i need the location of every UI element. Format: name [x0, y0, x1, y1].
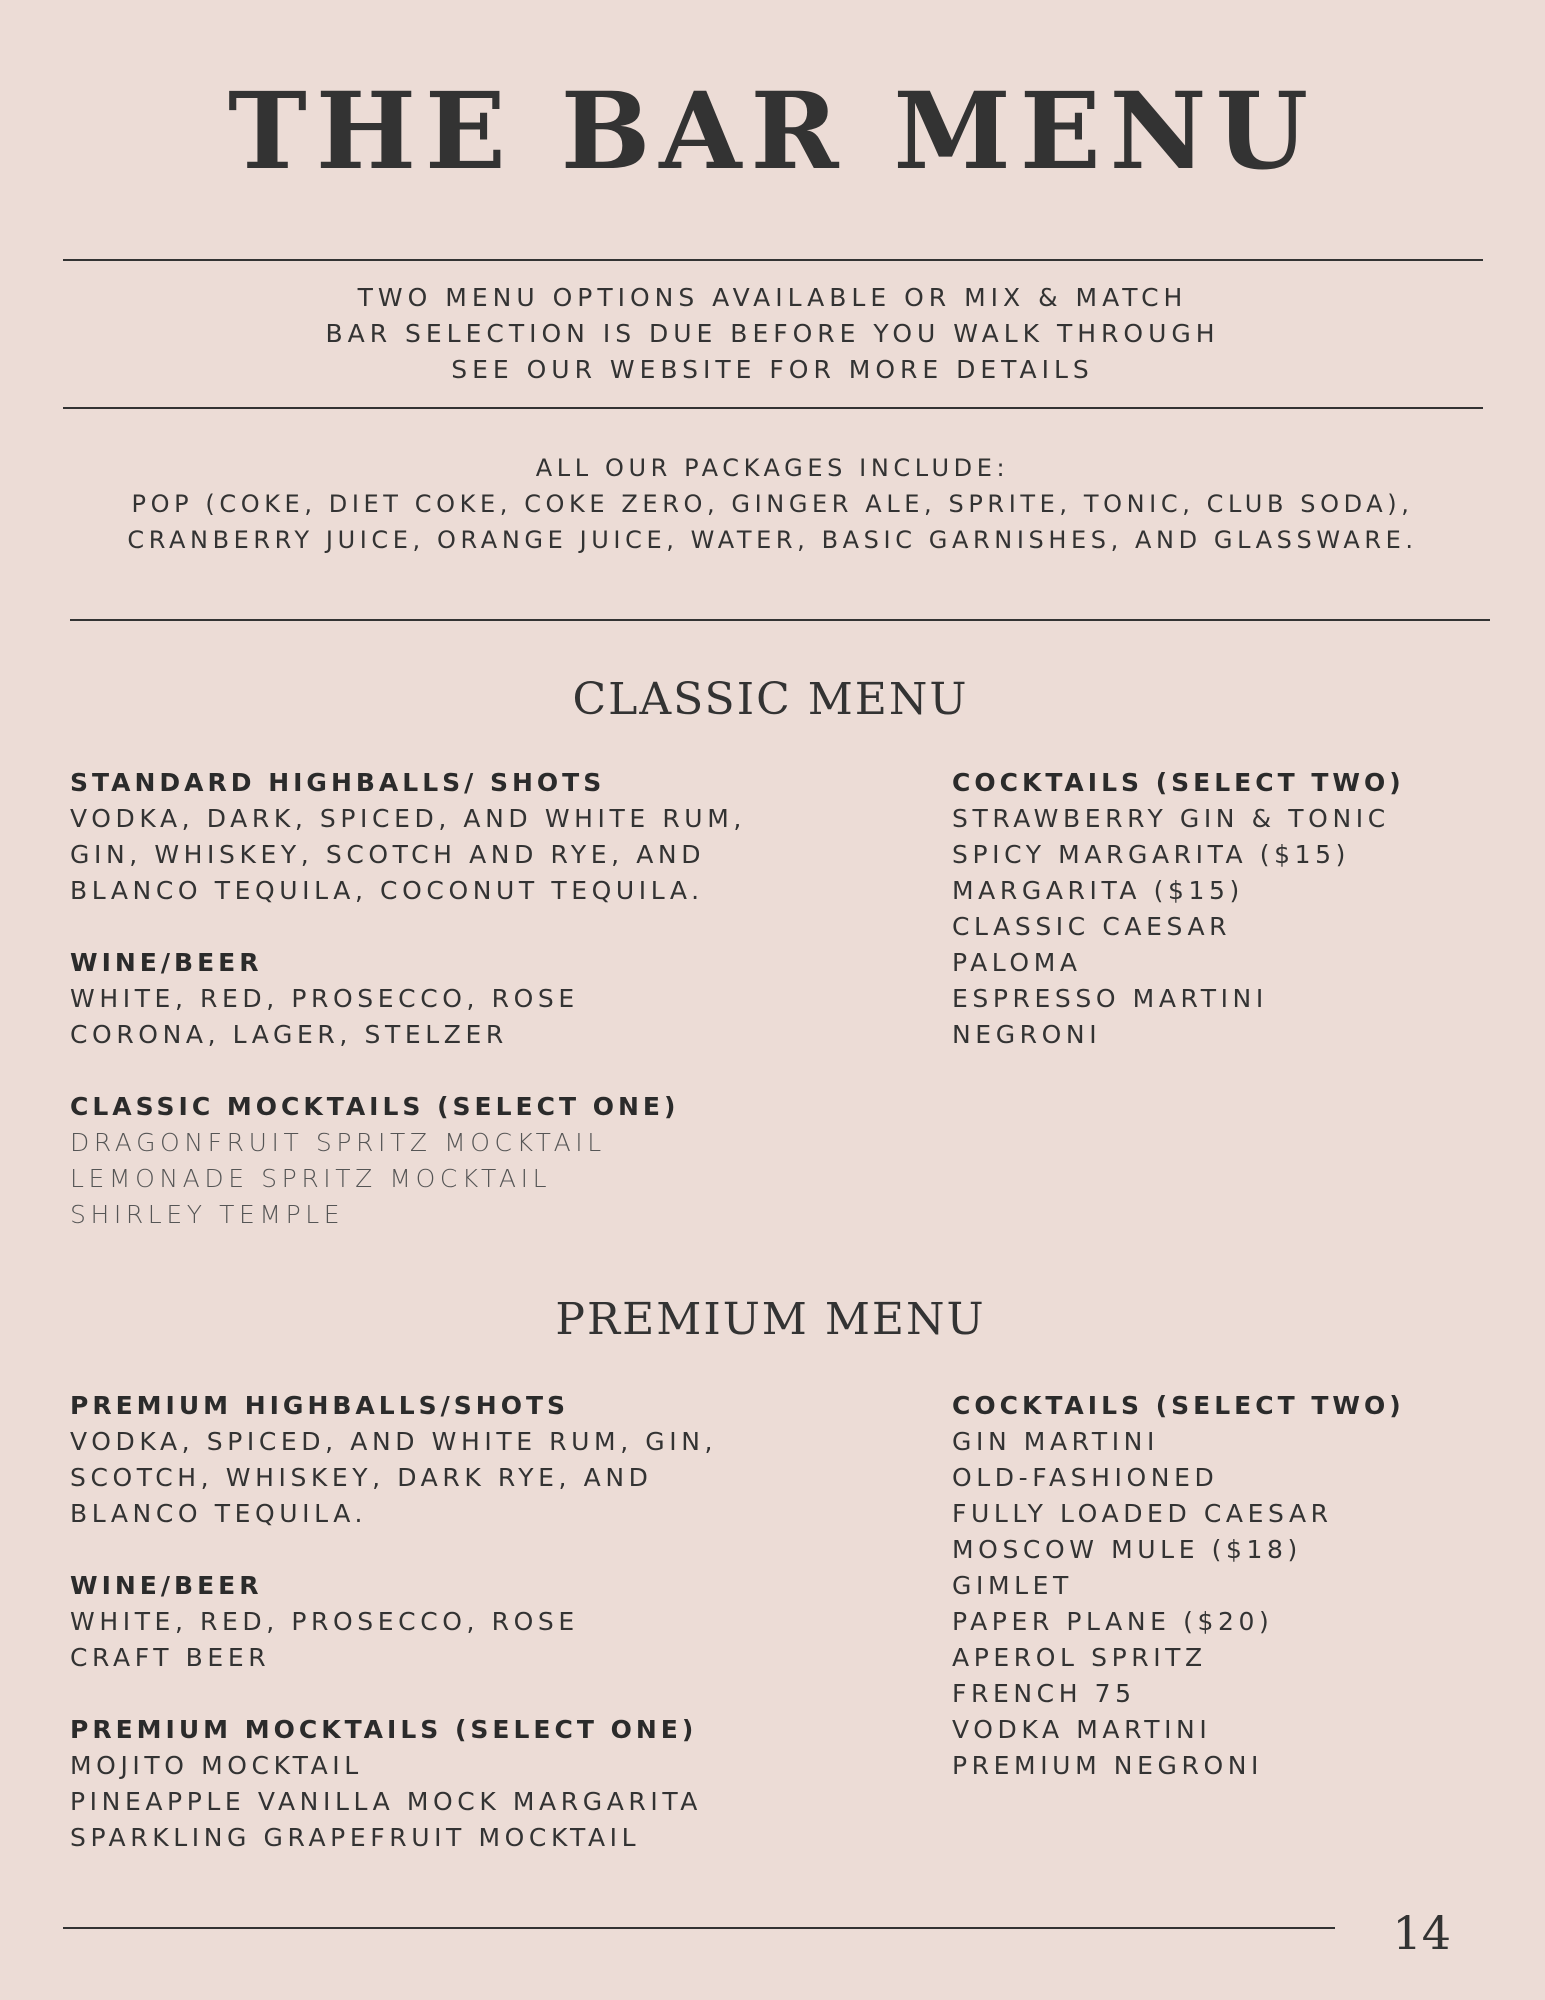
premium-menu-title: PREMIUM MENU	[555, 1294, 986, 1345]
classic-menu-title: CLASSIC MENU	[572, 674, 969, 725]
list-item: BLANCO TEQUILA, COCONUT TEQUILA.	[70, 876, 704, 905]
list-item: PALOMA	[952, 948, 1082, 977]
list-item: LEMONADE SPRITZ MOCKTAIL	[70, 1164, 552, 1193]
list-item: SHIRLEY TEMPLE	[70, 1200, 345, 1229]
list-item: PAPER PLANE ($20)	[952, 1607, 1274, 1636]
list-item: MOJITO MOCKTAIL	[70, 1751, 363, 1780]
divider-info	[63, 407, 1483, 409]
list-item: STRAWBERRY GIN & TONIC	[952, 804, 1390, 833]
info-line: SEE OUR WEBSITE FOR MORE DETAILS	[451, 355, 1094, 384]
classic-left-column	[70, 765, 746, 1269]
list-item: GIMLET	[952, 1571, 1073, 1600]
list-item: SPARKLING GRAPEFRUIT MOCKTAIL	[70, 1823, 641, 1852]
packages-heading: ALL OUR PACKAGES INCLUDE:	[535, 454, 1010, 482]
classic-cocktails-group	[952, 765, 1405, 1053]
premium-mocktails-group	[70, 1712, 717, 1856]
list-item: MOSCOW MULE ($18)	[952, 1535, 1302, 1564]
list-item: BLANCO TEQUILA.	[70, 1499, 368, 1528]
list-item: FRENCH 75	[952, 1679, 1136, 1708]
list-item: MARGARITA ($15)	[952, 876, 1244, 905]
packages-line: POP (COKE, DIET COKE, COKE ZERO, GINGER ALE, SPRITE, TONIC, CLUB SODA),	[131, 490, 1414, 518]
classic-wine-beer-group	[70, 945, 746, 1053]
list-item: VODKA MARTINI	[952, 1715, 1212, 1744]
list-item: WHITE, RED, PROSECCO, ROSE	[70, 984, 579, 1013]
premium-wine-beer-group	[70, 1568, 717, 1676]
group-heading: COCKTAILS (SELECT TWO)	[952, 768, 1405, 797]
list-item: GIN, WHISKEY, SCOTCH AND RYE, AND	[70, 840, 706, 869]
classic-mocktails-group	[70, 1089, 746, 1233]
divider-packages	[70, 619, 1490, 621]
list-item: FULLY LOADED CAESAR	[952, 1499, 1333, 1528]
list-item: APEROL SPRITZ	[952, 1643, 1207, 1672]
list-item: VODKA, SPICED, AND WHITE RUM, GIN,	[70, 1427, 718, 1456]
list-item: CRAFT BEER	[70, 1643, 271, 1672]
divider-footer	[63, 1927, 1335, 1929]
list-item: PINEAPPLE VANILLA MOCK MARGARITA	[70, 1787, 702, 1816]
group-heading: PREMIUM MOCKTAILS (SELECT ONE)	[70, 1715, 698, 1744]
menu-options-info	[0, 280, 1545, 388]
classic-highballs-group	[70, 765, 746, 909]
list-item: ESPRESSO MARTINI	[952, 984, 1268, 1013]
list-item: WHITE, RED, PROSECCO, ROSE	[70, 1607, 579, 1636]
page-number: 14	[1392, 1906, 1451, 1960]
classic-right-column	[952, 765, 1405, 1089]
packages-line: CRANBERRY JUICE, ORANGE JUICE, WATER, BASIC GARNISHES, AND GLASSWARE.	[127, 526, 1418, 554]
premium-left-column	[70, 1388, 717, 1892]
group-heading: CLASSIC MOCKTAILS (SELECT ONE)	[70, 1092, 680, 1121]
group-heading: WINE/BEER	[70, 948, 263, 977]
list-item: GIN MARTINI	[952, 1427, 1159, 1456]
group-heading: COCKTAILS (SELECT TWO)	[952, 1391, 1405, 1420]
list-item: CORONA, LAGER, STELZER	[70, 1020, 508, 1049]
info-line: BAR SELECTION IS DUE BEFORE YOU WALK THROUGH	[325, 319, 1220, 348]
list-item: OLD-FASHIONED	[952, 1463, 1219, 1492]
list-item: CLASSIC CAESAR	[952, 912, 1232, 941]
premium-highballs-group	[70, 1388, 717, 1532]
list-item: NEGRONI	[952, 1020, 1102, 1049]
premium-right-column	[952, 1388, 1405, 1820]
divider-top	[63, 259, 1483, 261]
group-heading: PREMIUM HIGHBALLS/SHOTS	[70, 1391, 570, 1420]
packages-include	[0, 450, 1545, 558]
list-item: SPICY MARGARITA ($15)	[952, 840, 1351, 869]
info-line: TWO MENU OPTIONS AVAILABLE OR MIX & MATCH	[357, 283, 1188, 312]
list-item: PREMIUM NEGRONI	[952, 1751, 1263, 1780]
list-item: SCOTCH, WHISKEY, DARK RYE, AND	[70, 1463, 653, 1492]
list-item: VODKA, DARK, SPICED, AND WHITE RUM,	[70, 804, 746, 833]
list-item: DRAGONFRUIT SPRITZ MOCKTAIL	[70, 1128, 606, 1157]
group-heading: STANDARD HIGHBALLS/ SHOTS	[70, 768, 606, 797]
premium-cocktails-group	[952, 1388, 1405, 1784]
page-title: THE BAR MENU	[227, 68, 1318, 193]
group-heading: WINE/BEER	[70, 1571, 263, 1600]
